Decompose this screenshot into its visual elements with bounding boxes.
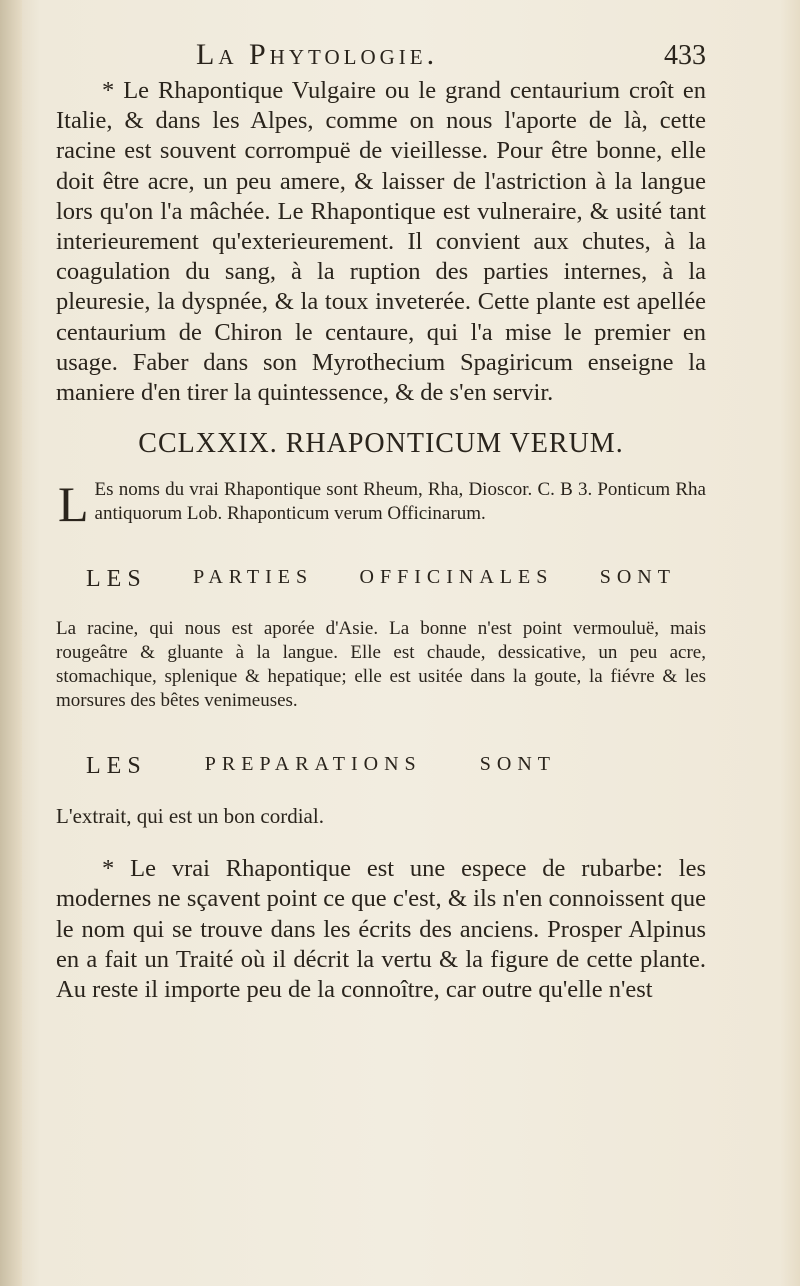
heading-word: PREPARATIONS xyxy=(204,753,422,776)
section-heading-preparations xyxy=(86,753,556,780)
chapter-title: CCLXXIX. RHAPONTICUM VERUM. xyxy=(138,428,624,460)
heading-word: SONT xyxy=(479,753,556,776)
parties-text: La racine, qui nous est aporée d'Asie. La bonne n'est point vermouluë, mais rougeâtre & gluante à la langue. Elle est chaude, dessicative, un peu acre, stomachique, splenique & hepatique; elle est usitée dans la goute, la fiévre & les morsures des bêtes venimeuses. xyxy=(56,618,706,712)
running-head xyxy=(196,38,706,72)
binding-gutter xyxy=(0,0,22,1286)
page-content xyxy=(56,38,706,1005)
page-number: 433 xyxy=(664,40,706,71)
paragraph-rhapontique-vulgaire: * Le Rhapontique Vulgaire ou le grand centaurium croît en Italie, & dans les Alpes, comme on nous l'aporte de là, cette racine est souvent corrompuë de vieillesse. Pour être bonne, elle doit être acre, un peu amere, & laisser de l'astriction à la langue lors qu'on l'a mâchée. Le Rhapontique est vulneraire, & usité tant interieurement qu'exterieurement. Il convient aux chutes, à la coagulation du sang, à la ruption des parties internes, à la pleuresie, la dyspnée, & la toux inveterée. Cette plante est apellée centaurium de Chiron le centaure, qui l'a mise le premier en usage. Faber dans son Myrothecium Spagiricum enseigne la maniere d'en tirer la quintessence, & de s'en servir. xyxy=(56,77,706,407)
running-title: La Phytologie. xyxy=(196,38,439,71)
drop-cap: L xyxy=(58,476,89,533)
section-heading-parties xyxy=(86,566,676,593)
preparations-text: L'extrait, qui est un bon cordial. xyxy=(56,804,324,829)
heading-word: SONT xyxy=(599,566,676,589)
heading-word: LES xyxy=(86,566,147,593)
heading-word: LES xyxy=(86,753,147,780)
heading-word: OFFICINALES xyxy=(359,566,554,589)
names-text: Es noms du vrai Rhapontique sont Rheum, Rha, Dioscor. C. B 3. Ponticum Rha antiquorum Lob. Rhaponticum verum Officinarum. xyxy=(94,479,706,525)
names-paragraph xyxy=(56,476,706,533)
spacer xyxy=(56,828,706,854)
paragraph-vrai-rhapontique: * Le vrai Rhapontique est une espece de rubarbe: les modernes ne sçavent point ce que c'est, & ils n'en connoissent que le nom qui se trouve dans les écrits des anciens. Prosper Alpinus en a fait un Traité où il décrit la vertu & la figure de cette plante. Au reste il importe peu de la connoître, car outre qu'elle n'est xyxy=(56,855,706,1004)
heading-word: PARTIES xyxy=(193,566,314,589)
